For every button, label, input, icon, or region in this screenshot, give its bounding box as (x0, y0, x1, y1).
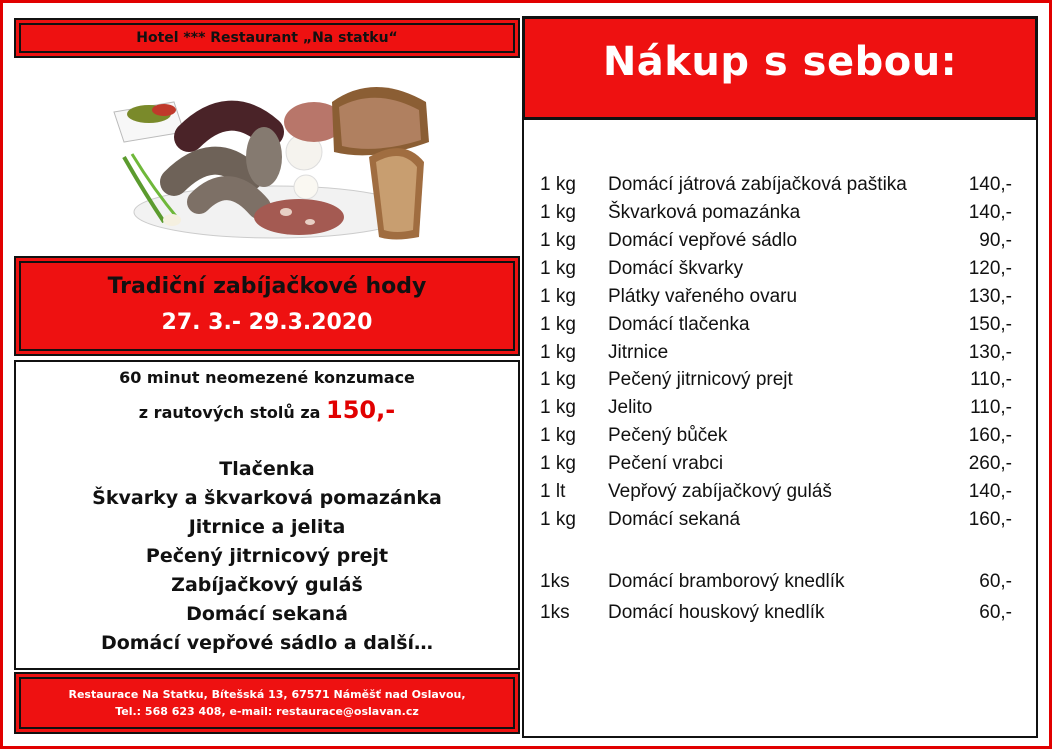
item-price: 260,- (968, 453, 1012, 474)
price-row (524, 425, 1040, 451)
item-qty: 1 kg (540, 509, 576, 530)
menu-item: Tlačenka (219, 458, 315, 480)
item-name: Domácí tlačenka (608, 314, 750, 335)
item-name: Domácí sekaná (608, 509, 741, 530)
item-price: 140,- (968, 481, 1012, 502)
footer-contact: Tel.: 568 623 408, e-mail: restaurace@oslavan.cz (115, 705, 419, 718)
item-qty: 1 kg (540, 230, 576, 251)
menu-item: Domácí vepřové sádlo a další… (100, 632, 434, 654)
price-row (524, 571, 1040, 597)
price-row (524, 230, 1040, 256)
item-price: 140,- (968, 202, 1012, 223)
buffet-line-1: 60 minut neomezené konzumace (119, 368, 415, 387)
item-name: Pečený bůček (608, 425, 728, 446)
item-name: Domácí houskový knedlík (608, 602, 825, 623)
event-title: Tradiční zabíjačkové hody (107, 274, 427, 299)
price-row (524, 286, 1040, 312)
price-row (524, 202, 1040, 228)
menu-item: Domácí sekaná (186, 603, 348, 625)
price-row (524, 453, 1040, 479)
menu-item: Pečený jitrnicový prejt (145, 545, 389, 567)
item-name: Pečený jitrnicový prejt (608, 369, 793, 390)
takeaway-price-list (522, 118, 1038, 738)
item-qty: 1 kg (540, 453, 576, 474)
event-banner (14, 256, 520, 356)
price-row (524, 481, 1040, 507)
item-qty: 1 kg (540, 425, 576, 446)
item-name: Jitrnice (608, 342, 669, 363)
price-row (524, 314, 1040, 340)
buffet-menu (14, 360, 520, 670)
price-row (524, 258, 1040, 284)
price-row (524, 509, 1040, 535)
restaurant-header (14, 18, 520, 58)
contact-footer (14, 672, 520, 734)
item-qty: 1 kg (540, 314, 576, 335)
price-row (524, 342, 1040, 368)
item-qty: 1ks (540, 571, 570, 592)
buffet-price: 150,- (326, 396, 396, 424)
item-price: 130,- (968, 342, 1012, 363)
item-name: Plátky vařeného ovaru (608, 286, 798, 307)
item-price: 160,- (968, 425, 1012, 446)
menu-item: Škvarky a škvarková pomazánka (92, 487, 442, 509)
item-name: Vepřový zabíjačkový guláš (608, 481, 832, 502)
item-price: 130,- (968, 286, 1012, 307)
food-image (14, 62, 520, 252)
item-price: 160,- (968, 509, 1012, 530)
menu-item: Jitrnice a jelita (188, 516, 346, 538)
price-row (524, 602, 1040, 628)
price-row (524, 369, 1040, 395)
item-qty: 1 kg (540, 202, 576, 223)
item-name: Domácí škvarky (608, 258, 744, 279)
price-row (524, 174, 1040, 200)
item-price: 60,- (979, 602, 1012, 623)
item-price: 60,- (979, 571, 1012, 592)
takeaway-title: Nákup s sebou: (602, 39, 958, 85)
item-name: Škvarková pomazánka (608, 202, 801, 223)
price-row (524, 397, 1040, 423)
item-qty: 1 kg (540, 397, 576, 418)
menu-item: Zabíjačkový guláš (171, 574, 363, 596)
buffet-line-2-prefix: z rautových stolů za (138, 403, 321, 422)
item-name: Domácí vepřové sádlo (608, 230, 798, 251)
item-price: 150,- (968, 314, 1012, 335)
item-qty: 1 lt (540, 481, 566, 502)
item-name: Jelito (608, 397, 653, 418)
item-name: Pečení vrabci (608, 453, 724, 474)
item-name: Domácí bramborový knedlík (608, 571, 845, 592)
item-price: 90,- (979, 230, 1012, 251)
item-qty: 1 kg (540, 342, 576, 363)
item-price: 110,- (970, 369, 1012, 390)
event-dates: 27. 3.- 29.3.2020 (161, 310, 373, 335)
buffet-line-2 (16, 396, 518, 424)
item-qty: 1 kg (540, 174, 576, 195)
item-qty: 1ks (540, 602, 570, 623)
item-price: 110,- (970, 397, 1012, 418)
footer-address: Restaurace Na Statku, Bítešská 13, 67571 Náměšť nad Oslavou, (68, 688, 466, 701)
restaurant-name: Hotel *** Restaurant „Na statku“ (136, 30, 398, 46)
item-price: 120,- (968, 258, 1012, 279)
item-qty: 1 kg (540, 286, 576, 307)
item-price: 140,- (968, 174, 1012, 195)
takeaway-header (522, 16, 1038, 120)
item-qty: 1 kg (540, 369, 576, 390)
item-qty: 1 kg (540, 258, 576, 279)
item-name: Domácí játrová zabíjačková paštika (608, 174, 907, 195)
charcuterie-illustration (14, 62, 520, 252)
